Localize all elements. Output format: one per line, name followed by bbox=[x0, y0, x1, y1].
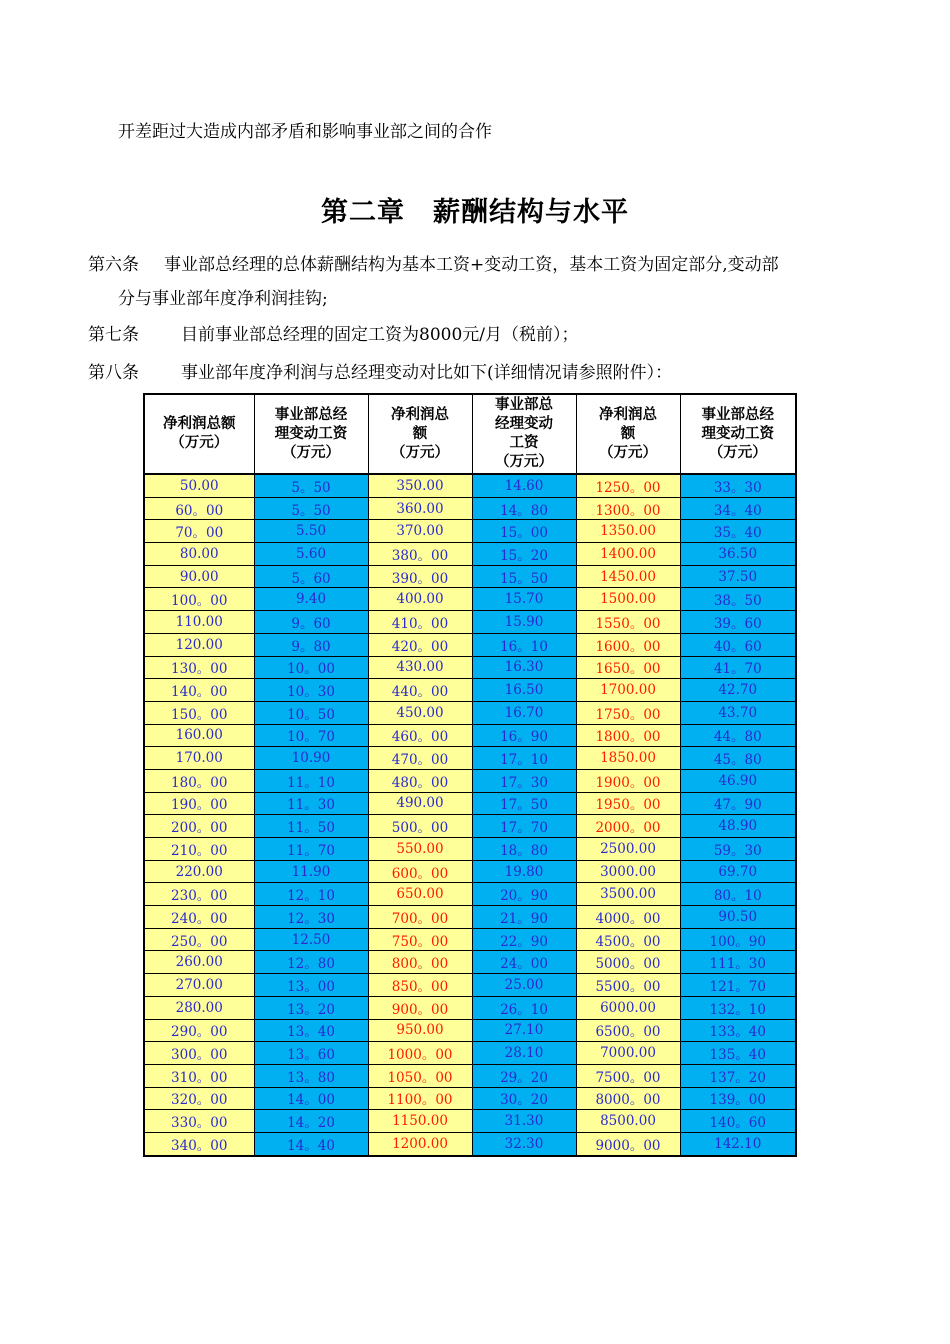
table-cell: 130。00 bbox=[144, 656, 254, 679]
table-cell: 550.00 bbox=[368, 838, 472, 861]
table-row bbox=[144, 1042, 796, 1065]
table-cell: 360.00 bbox=[368, 497, 472, 520]
table-cell: 13。40 bbox=[254, 1019, 368, 1042]
table-cell: 650.00 bbox=[368, 883, 472, 906]
table-cell: 21。90 bbox=[472, 906, 576, 929]
table-cell: 6000.00 bbox=[576, 996, 680, 1019]
article-7 bbox=[88, 320, 579, 345]
table-cell: 19.80 bbox=[472, 860, 576, 883]
table-cell: 1450.00 bbox=[576, 565, 680, 588]
table-cell: 1350.00 bbox=[576, 520, 680, 543]
column-header-4: 事业部总 经理变动 工资 （万元） bbox=[472, 394, 576, 474]
table-cell: 13。80 bbox=[254, 1064, 368, 1087]
table-row bbox=[144, 792, 796, 815]
table-cell: 80。10 bbox=[680, 883, 796, 906]
table-cell: 140。60 bbox=[680, 1110, 796, 1133]
table-cell: 34。40 bbox=[680, 497, 796, 520]
table-cell: 13。20 bbox=[254, 996, 368, 1019]
table-cell: 220.00 bbox=[144, 860, 254, 883]
table-row bbox=[144, 974, 796, 997]
table-cell: 33。30 bbox=[680, 474, 796, 497]
table-cell: 5.50 bbox=[254, 520, 368, 543]
table-cell: 26。10 bbox=[472, 996, 576, 1019]
table-cell: 8500.00 bbox=[576, 1110, 680, 1133]
table-cell: 121。70 bbox=[680, 974, 796, 997]
table-cell: 29。20 bbox=[472, 1064, 576, 1087]
table-row bbox=[144, 838, 796, 861]
table-row bbox=[144, 747, 796, 770]
table-cell: 25.00 bbox=[472, 974, 576, 997]
table-cell: 490.00 bbox=[368, 792, 472, 815]
table-row bbox=[144, 928, 796, 951]
table-cell: 111。30 bbox=[680, 951, 796, 974]
table-cell: 100。90 bbox=[680, 928, 796, 951]
table-cell: 142.10 bbox=[680, 1132, 796, 1155]
table-cell: 1500.00 bbox=[576, 588, 680, 611]
table-cell: 3000.00 bbox=[576, 860, 680, 883]
table-cell: 4000。00 bbox=[576, 906, 680, 929]
table-cell: 137。20 bbox=[680, 1064, 796, 1087]
table-cell: 12。10 bbox=[254, 883, 368, 906]
table-cell: 11。50 bbox=[254, 815, 368, 838]
table-cell: 400.00 bbox=[368, 588, 472, 611]
table-row bbox=[144, 497, 796, 520]
table-cell: 15.70 bbox=[472, 588, 576, 611]
table-row bbox=[144, 906, 796, 929]
table-cell: 410。00 bbox=[368, 611, 472, 634]
table-cell: 9.40 bbox=[254, 588, 368, 611]
table-cell: 850。00 bbox=[368, 974, 472, 997]
table-cell: 42.70 bbox=[680, 679, 796, 702]
table-cell: 1900。00 bbox=[576, 769, 680, 792]
table-cell: 900。00 bbox=[368, 996, 472, 1019]
table-row bbox=[144, 1019, 796, 1042]
table-row bbox=[144, 1064, 796, 1087]
table-row bbox=[144, 565, 796, 588]
table-cell: 16.30 bbox=[472, 656, 576, 679]
table-cell: 20。90 bbox=[472, 883, 576, 906]
table-cell: 1800。00 bbox=[576, 724, 680, 747]
table-cell: 110.00 bbox=[144, 611, 254, 634]
table-cell: 11。10 bbox=[254, 769, 368, 792]
table-cell: 170.00 bbox=[144, 747, 254, 770]
table-cell: 370.00 bbox=[368, 520, 472, 543]
table-cell: 750。00 bbox=[368, 928, 472, 951]
table-cell: 6500。00 bbox=[576, 1019, 680, 1042]
table-cell: 5000。00 bbox=[576, 951, 680, 974]
table-cell: 250。00 bbox=[144, 928, 254, 951]
table-cell: 1850.00 bbox=[576, 747, 680, 770]
table-row bbox=[144, 815, 796, 838]
table-cell: 22。90 bbox=[472, 928, 576, 951]
table-cell: 40。60 bbox=[680, 633, 796, 656]
table-cell: 140。00 bbox=[144, 679, 254, 702]
table-cell: 7500。00 bbox=[576, 1064, 680, 1087]
article-6-number: 第六条 bbox=[88, 255, 139, 275]
table-cell: 1600。00 bbox=[576, 633, 680, 656]
table-cell: 17。10 bbox=[472, 747, 576, 770]
table-cell: 2500.00 bbox=[576, 838, 680, 861]
table-cell: 37.50 bbox=[680, 565, 796, 588]
column-header-1: 净利润总额 （万元） bbox=[144, 394, 254, 474]
table-cell: 8000。00 bbox=[576, 1087, 680, 1110]
table-cell: 200。00 bbox=[144, 815, 254, 838]
table-cell: 70。00 bbox=[144, 520, 254, 543]
table-cell: 30。20 bbox=[472, 1087, 576, 1110]
table-cell: 7000.00 bbox=[576, 1042, 680, 1065]
table-cell: 440。00 bbox=[368, 679, 472, 702]
table-row bbox=[144, 769, 796, 792]
table-cell: 11。70 bbox=[254, 838, 368, 861]
table-cell: 2000。00 bbox=[576, 815, 680, 838]
article-7-text: 目前事业部总经理的固定工资为8000元/月（税前）； bbox=[164, 325, 579, 345]
table-cell: 27.10 bbox=[472, 1019, 576, 1042]
table-cell: 270.00 bbox=[144, 974, 254, 997]
table-cell: 14。20 bbox=[254, 1110, 368, 1133]
table-cell: 5。50 bbox=[254, 497, 368, 520]
table-cell: 15。50 bbox=[472, 565, 576, 588]
table-cell: 1250。00 bbox=[576, 474, 680, 497]
salary-comparison-table bbox=[143, 393, 795, 1157]
table-cell: 480。00 bbox=[368, 769, 472, 792]
article-8 bbox=[88, 358, 672, 383]
table-cell: 470。00 bbox=[368, 747, 472, 770]
table-cell: 80.00 bbox=[144, 543, 254, 566]
table-cell: 1300。00 bbox=[576, 497, 680, 520]
table-cell: 90.50 bbox=[680, 906, 796, 929]
table-cell: 310。00 bbox=[144, 1064, 254, 1087]
table-cell: 12.50 bbox=[254, 928, 368, 951]
table-cell: 180。00 bbox=[144, 769, 254, 792]
table-cell: 1750。00 bbox=[576, 701, 680, 724]
table-row bbox=[144, 1087, 796, 1110]
table-cell: 9。60 bbox=[254, 611, 368, 634]
table-cell: 10.90 bbox=[254, 747, 368, 770]
table-row bbox=[144, 701, 796, 724]
table-cell: 139。00 bbox=[680, 1087, 796, 1110]
table-cell: 190。00 bbox=[144, 792, 254, 815]
table-cell: 3500.00 bbox=[576, 883, 680, 906]
table-cell: 60。00 bbox=[144, 497, 254, 520]
table-row bbox=[144, 474, 796, 497]
table-cell: 135。40 bbox=[680, 1042, 796, 1065]
table-cell: 9。80 bbox=[254, 633, 368, 656]
table-cell: 14。00 bbox=[254, 1087, 368, 1110]
table-cell: 460。00 bbox=[368, 724, 472, 747]
table-cell: 9000。00 bbox=[576, 1132, 680, 1155]
table-cell: 17。50 bbox=[472, 792, 576, 815]
table-cell: 280.00 bbox=[144, 996, 254, 1019]
table-cell: 38。50 bbox=[680, 588, 796, 611]
table-cell: 46.90 bbox=[680, 769, 796, 792]
table-row bbox=[144, 520, 796, 543]
table-cell: 240。00 bbox=[144, 906, 254, 929]
table-cell: 15。00 bbox=[472, 520, 576, 543]
table-cell: 430.00 bbox=[368, 656, 472, 679]
table-cell: 36.50 bbox=[680, 543, 796, 566]
table-cell: 17。70 bbox=[472, 815, 576, 838]
table-cell: 14。80 bbox=[472, 497, 576, 520]
table-cell: 48.90 bbox=[680, 815, 796, 838]
table-cell: 5500。00 bbox=[576, 974, 680, 997]
table-cell: 31.30 bbox=[472, 1110, 576, 1133]
table-cell: 320。00 bbox=[144, 1087, 254, 1110]
table-cell: 1200.00 bbox=[368, 1132, 472, 1155]
table-cell: 1550。00 bbox=[576, 611, 680, 634]
table-cell: 12。80 bbox=[254, 951, 368, 974]
table-row bbox=[144, 951, 796, 974]
table-cell: 17。30 bbox=[472, 769, 576, 792]
table-cell: 41。70 bbox=[680, 656, 796, 679]
table-row bbox=[144, 588, 796, 611]
table-cell: 340。00 bbox=[144, 1132, 254, 1155]
table-cell: 11。30 bbox=[254, 792, 368, 815]
table-cell: 1650。00 bbox=[576, 656, 680, 679]
table-cell: 230。00 bbox=[144, 883, 254, 906]
article-8-number: 第八条 bbox=[88, 363, 139, 383]
table-cell: 5。50 bbox=[254, 474, 368, 497]
table-cell: 600。00 bbox=[368, 860, 472, 883]
column-header-5: 净利润总 额 （万元） bbox=[576, 394, 680, 474]
article-8-text: 事业部年度净利润与总经理变动对比如下(详细情况请参照附件）： bbox=[164, 363, 673, 383]
table-row bbox=[144, 724, 796, 747]
table-cell: 10。00 bbox=[254, 656, 368, 679]
table-body bbox=[144, 474, 796, 1156]
table-cell: 59。30 bbox=[680, 838, 796, 861]
table-cell: 260.00 bbox=[144, 951, 254, 974]
table-cell: 14.60 bbox=[472, 474, 576, 497]
table-cell: 700。00 bbox=[368, 906, 472, 929]
table-cell: 13。00 bbox=[254, 974, 368, 997]
table-cell: 1150.00 bbox=[368, 1110, 472, 1133]
article-7-number: 第七条 bbox=[88, 325, 139, 345]
table-cell: 14。40 bbox=[254, 1132, 368, 1155]
table-row bbox=[144, 543, 796, 566]
table-cell: 32.30 bbox=[472, 1132, 576, 1155]
table-cell: 350.00 bbox=[368, 474, 472, 497]
table-cell: 10。50 bbox=[254, 701, 368, 724]
table-cell: 18。80 bbox=[472, 838, 576, 861]
table-cell: 15。20 bbox=[472, 543, 576, 566]
table-cell: 16.70 bbox=[472, 701, 576, 724]
table-cell: 100。00 bbox=[144, 588, 254, 611]
table-cell: 1100。00 bbox=[368, 1087, 472, 1110]
table-row bbox=[144, 611, 796, 634]
table-cell: 160.00 bbox=[144, 724, 254, 747]
table-cell: 13。60 bbox=[254, 1042, 368, 1065]
table-cell: 1700.00 bbox=[576, 679, 680, 702]
table-cell: 47。90 bbox=[680, 792, 796, 815]
table-cell: 1000。00 bbox=[368, 1042, 472, 1065]
table-cell: 210。00 bbox=[144, 838, 254, 861]
table-cell: 4500。00 bbox=[576, 928, 680, 951]
table-row bbox=[144, 860, 796, 883]
table-cell: 380。00 bbox=[368, 543, 472, 566]
table-cell: 24。00 bbox=[472, 951, 576, 974]
table-cell: 300。00 bbox=[144, 1042, 254, 1065]
table-cell: 43.70 bbox=[680, 701, 796, 724]
table-row bbox=[144, 1132, 796, 1155]
table-cell: 500。00 bbox=[368, 815, 472, 838]
table-cell: 950.00 bbox=[368, 1019, 472, 1042]
column-header-2: 事业部总经 理变动工资 （万元） bbox=[254, 394, 368, 474]
chapter-title: 第二章 薪酬结构与水平 bbox=[321, 197, 629, 228]
table-cell: 390。00 bbox=[368, 565, 472, 588]
table-cell: 45。80 bbox=[680, 747, 796, 770]
table-cell: 5.60 bbox=[254, 543, 368, 566]
table-cell: 39。60 bbox=[680, 611, 796, 634]
table-cell: 10。30 bbox=[254, 679, 368, 702]
intro-line: 开差距过大造成内部矛盾和影响事业部之间的合作 bbox=[118, 122, 492, 142]
article-6 bbox=[88, 250, 779, 275]
table-row bbox=[144, 883, 796, 906]
table-cell: 5。60 bbox=[254, 565, 368, 588]
table-cell: 44。80 bbox=[680, 724, 796, 747]
table-cell: 16。90 bbox=[472, 724, 576, 747]
table-cell: 420。00 bbox=[368, 633, 472, 656]
table-cell: 132。10 bbox=[680, 996, 796, 1019]
table-cell: 133。40 bbox=[680, 1019, 796, 1042]
table-cell: 50.00 bbox=[144, 474, 254, 497]
table-cell: 120.00 bbox=[144, 633, 254, 656]
table-cell: 10。70 bbox=[254, 724, 368, 747]
table-cell: 35。40 bbox=[680, 520, 796, 543]
table-cell: 1050。00 bbox=[368, 1064, 472, 1087]
table-cell: 16。10 bbox=[472, 633, 576, 656]
table-cell: 330。00 bbox=[144, 1110, 254, 1133]
table-cell: 12。30 bbox=[254, 906, 368, 929]
table-row bbox=[144, 656, 796, 679]
table-header-row bbox=[144, 394, 796, 474]
table-cell: 15.90 bbox=[472, 611, 576, 634]
article-6-continuation: 分与事业部年度净利润挂钩; bbox=[118, 289, 328, 309]
table-cell: 11.90 bbox=[254, 860, 368, 883]
table-cell: 28.10 bbox=[472, 1042, 576, 1065]
table-cell: 90.00 bbox=[144, 565, 254, 588]
table-cell: 16.50 bbox=[472, 679, 576, 702]
table-cell: 290。00 bbox=[144, 1019, 254, 1042]
table-cell: 800。00 bbox=[368, 951, 472, 974]
table-row bbox=[144, 679, 796, 702]
table-row bbox=[144, 633, 796, 656]
table-cell: 1950。00 bbox=[576, 792, 680, 815]
article-6-text: 事业部总经理的总体薪酬结构为基本工资+变动工资，基本工资为固定部分,变动部 bbox=[164, 255, 779, 275]
table-cell: 69.70 bbox=[680, 860, 796, 883]
table-cell: 1400.00 bbox=[576, 543, 680, 566]
table-row bbox=[144, 996, 796, 1019]
table-row bbox=[144, 1110, 796, 1133]
table-cell: 450.00 bbox=[368, 701, 472, 724]
column-header-6: 事业部总经 理变动工资 （万元） bbox=[680, 394, 796, 474]
column-header-3: 净利润总 额 （万元） bbox=[368, 394, 472, 474]
table-cell: 150。00 bbox=[144, 701, 254, 724]
